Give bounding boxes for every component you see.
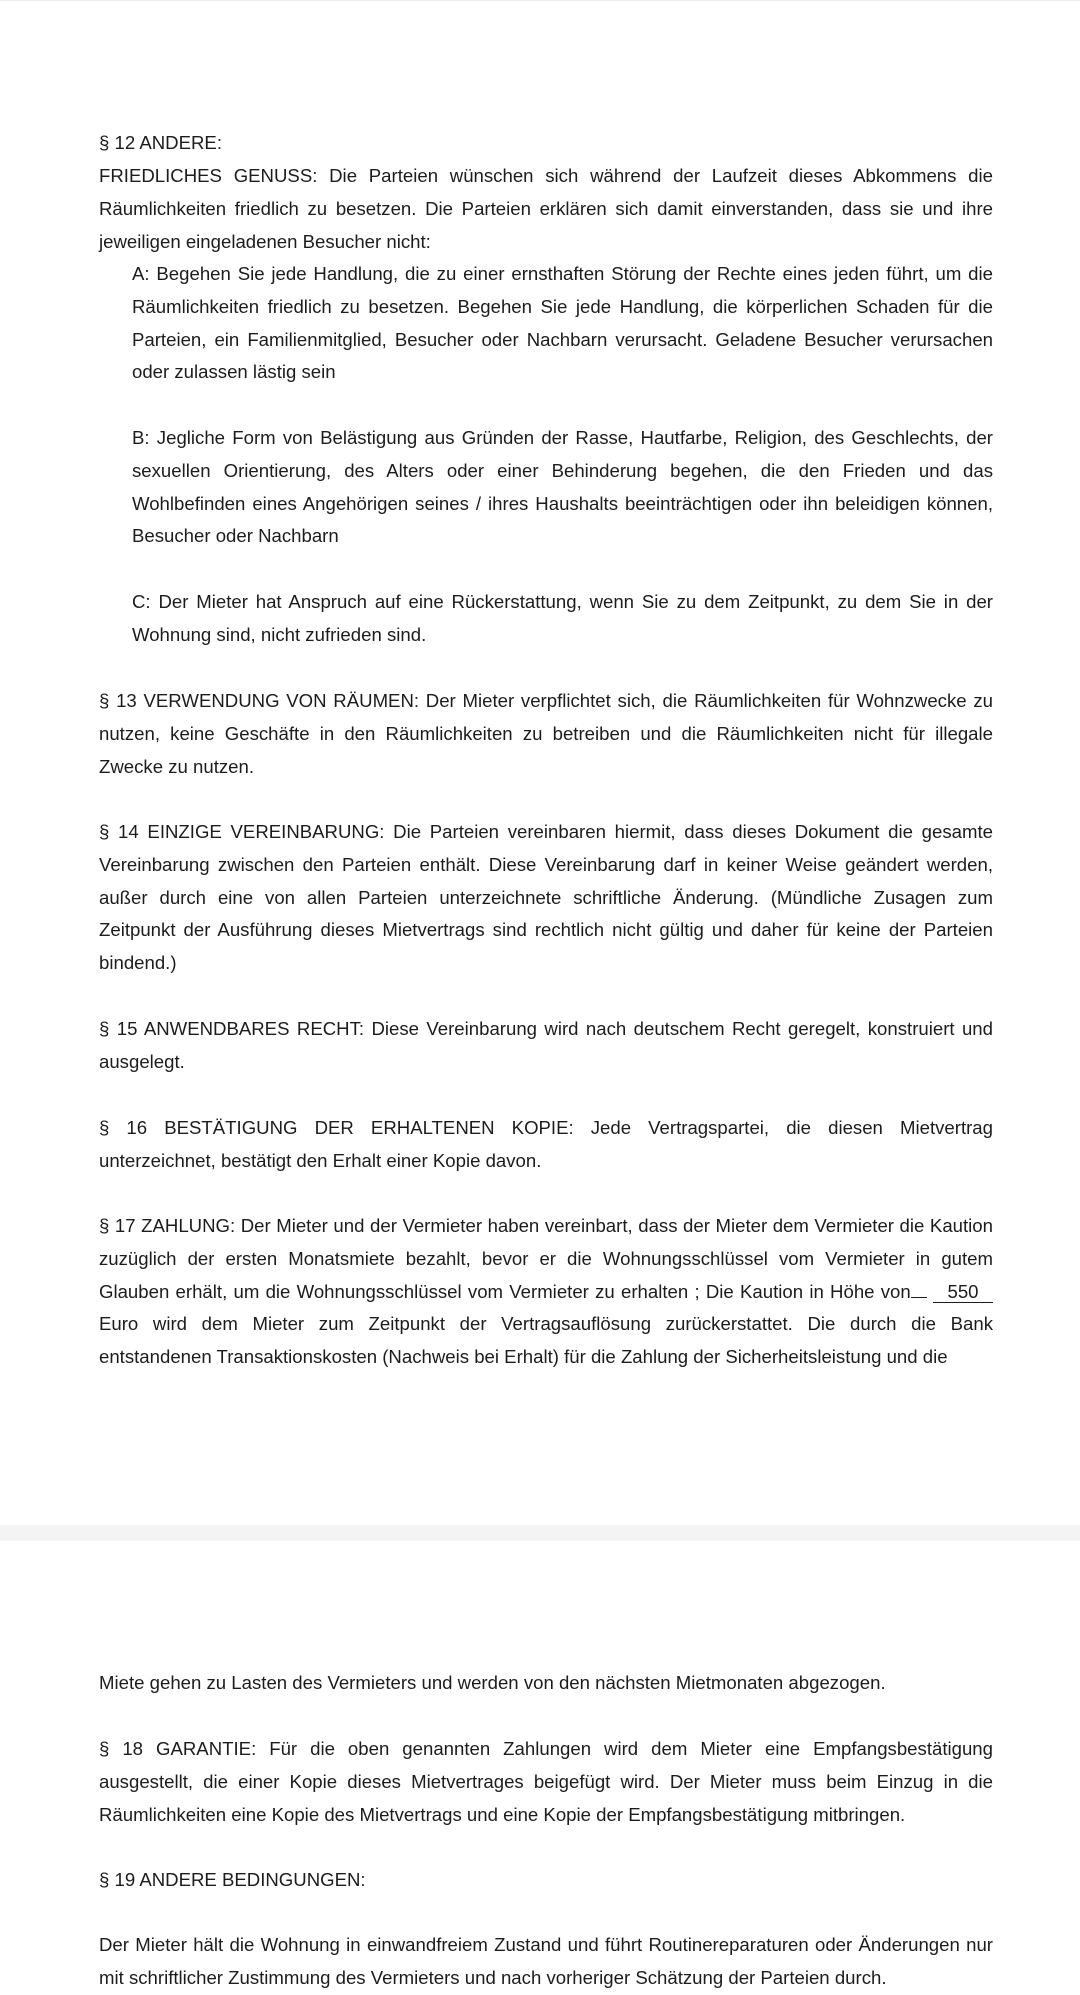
- section-18: § 18 GARANTIE: Für die oben genannten Zahlungen wird dem Mieter eine Empfangsbestätigung ausgestellt, die einer Kopie dieses Mietvertrages beigefügt wird. Der Mieter muss beim Einzug in die Räumlichkeiten eine Kopie des Mietvertrags und eine Kopie der Empfangsbestätigung mitbringen.: [99, 1738, 993, 1825]
- section-14: § 14 EINZIGE VEREINBARUNG: Die Parteien vereinbaren hiermit, dass dieses Dokument die gesamte Vereinbarung zwischen den Parteien enthält. Diese Vereinbarung darf in keiner Weise geändert werden, außer durch eine von allen Parteien unterzeichnete schriftliche Änderung. (Mündliche Zusagen zum Zeitpunkt der Ausführung dieses Mietvertrags sind rechtlich nicht gültig und daher für keine der Parteien bindend.): [99, 821, 993, 974]
- blank-line: [911, 1277, 927, 1298]
- section-12-heading: § 12 ANDERE:: [99, 132, 222, 153]
- section-19-heading: § 19 ANDERE BEDINGUNGEN:: [99, 1869, 366, 1890]
- document-page-2: [0, 1541, 1080, 1988]
- section-17-continuation: Miete gehen zu Lasten des Vermieters und werden von den nächsten Mietmonaten abgezogen.: [99, 1672, 886, 1693]
- section-19-text: Der Mieter hält die Wohnung in einwandfreiem Zustand und führt Routinereparaturen oder Änderungen nur mit schriftlicher Zustimmung des Vermieters und nach vorheriger Schätzung der Parteien durch.: [99, 1934, 993, 1988]
- section-17: § 17 ZAHLUNG: Der Mieter und der Vermieter haben vereinbart, dass der Mieter dem Vermieter die Kaution zuzüglich der ersten Monatsmiete bezahlt, bevor er die Wohnungsschlüssel vom Vermieter in gutem Glauben erhält, um die Wohnungsschlüssel vom Vermieter zu erhalten ; Die Kaution in Höhe von 550 Euro wird dem Mieter zum Zeitpunkt der Vertragsauflösung zurückerstattet. Die durch die Bank entstandenen Transaktionskosten (Nachweis bei Erhalt) für die Zahlung der Sicherheitsleistung und die: [99, 1215, 993, 1368]
- deposit-amount-field: 550: [933, 1282, 993, 1303]
- section-12-item-a: A: Begehen Sie jede Handlung, die zu einer ernsthaften Störung der Rechte eines jeden führt, um die Räumlichkeiten friedlich zu besetzen. Begehen Sie jede Handlung, die körperlichen Schaden für die Parteien, ein Familienmitglied, Besucher oder Nachbarn verursacht. Geladene Besucher verursachen oder zulassen lästig sein: [132, 263, 993, 383]
- section-16: § 16 BESTÄTIGUNG DER ERHALTENEN KOPIE: Jede Vertragspartei, die diesen Mietvertrag unterzeichnet, bestätigt den Erhalt einer Kopie davon.: [99, 1117, 993, 1171]
- section-12-intro: FRIEDLICHES GENUSS: Die Parteien wünschen sich während der Laufzeit dieses Abkommens die Räumlichkeiten friedlich zu besetzen. Die Parteien erklären sich damit einverstanden, dass sie und ihre jeweiligen eingeladenen Besucher nicht:: [99, 165, 993, 252]
- section-15: § 15 ANWENDBARES RECHT: Diese Vereinbarung wird nach deutschem Recht geregelt, konstruiert und ausgelegt.: [99, 1018, 993, 1072]
- section-13: § 13 VERWENDUNG VON RÄUMEN: Der Mieter verpflichtet sich, die Räumlichkeiten für Wohnzwecke zu nutzen, keine Geschäfte in den Räumlichkeiten zu betreiben und die Räumlichkeiten nicht für illegale Zwecke zu nutzen.: [99, 690, 993, 777]
- page-separator: [0, 1525, 1080, 1541]
- section-12-item-c: C: Der Mieter hat Anspruch auf eine Rückerstattung, wenn Sie zu dem Zeitpunkt, zu dem Sie in der Wohnung sind, nicht zufrieden sind.: [132, 591, 993, 645]
- section-12-item-b: B: Jegliche Form von Belästigung aus Gründen der Rasse, Hautfarbe, Religion, des Geschlechts, der sexuellen Orientierung, des Alters oder einer Behinderung begehen, die den Frieden und das Wohlbefinden eines Angehörigen seines / ihres Haushalts beeinträchtigen oder ihn beleidigen können, Besucher oder Nachbarn: [132, 427, 993, 547]
